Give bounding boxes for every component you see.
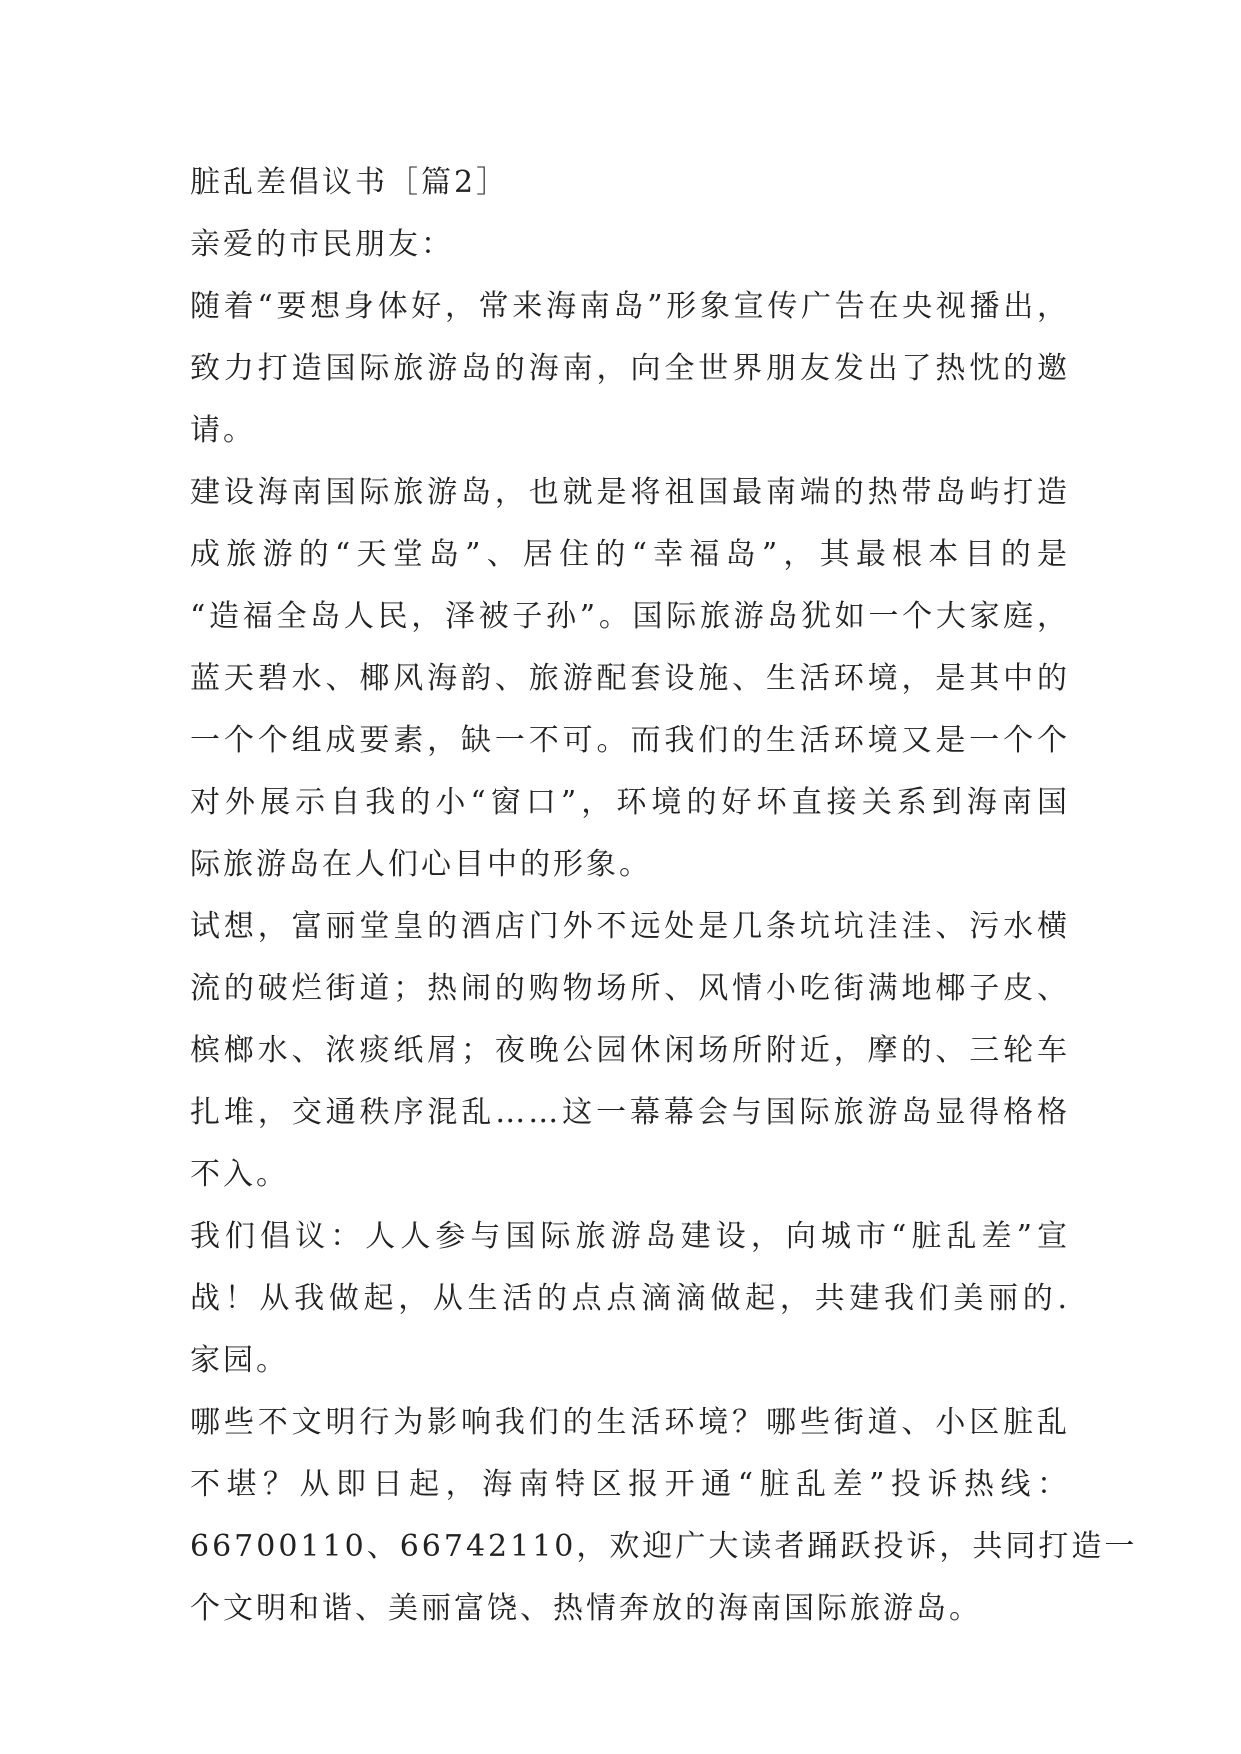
paragraph-line: 建设海南国际旅游岛，也就是将祖国最南端的热带岛屿打造 bbox=[190, 475, 1070, 510]
document-title: 脏乱差倡议书［篇2］ bbox=[190, 165, 510, 200]
paragraph-5 bbox=[190, 1392, 1138, 1640]
paragraph-line: 家园。 bbox=[190, 1343, 289, 1378]
paragraph-line: 成旅游的“天堂岛”、居住的“幸福岛”，其最根本目的是 bbox=[190, 537, 1070, 572]
salutation: 亲爱的市民朋友： bbox=[190, 227, 454, 262]
paragraph-1 bbox=[190, 276, 1070, 462]
paragraph-line: 一个个组成要素，缺一不可。而我们的生活环境又是一个个 bbox=[190, 723, 1070, 758]
paragraph-line: 请。 bbox=[190, 413, 256, 448]
paragraph-line: 对外展示自我的小“窗口”，环境的好坏直接关系到海南国 bbox=[190, 785, 1070, 820]
paragraph-line: 我们倡议：人人参与国际旅游岛建设，向城市“脏乱差”宣 bbox=[190, 1219, 1070, 1254]
paragraph-4 bbox=[190, 1206, 1070, 1392]
paragraph-line: 际旅游岛在人们心目中的形象。 bbox=[190, 847, 652, 882]
paragraph-3 bbox=[190, 896, 1070, 1206]
paragraph-line: 66700110、66742110，欢迎广大读者踊跃投诉，共同打造一 bbox=[190, 1529, 1138, 1564]
paragraph-line: “造福全岛人民，泽被子孙”。国际旅游岛犹如一个大家庭， bbox=[190, 599, 1070, 634]
paragraph-line: 不入。 bbox=[190, 1157, 289, 1192]
paragraph-line: 槟榔水、浓痰纸屑；夜晚公园休闲场所附近，摩的、三轮车 bbox=[190, 1033, 1070, 1068]
paragraph-line: 蓝天碧水、椰风海韵、旅游配套设施、生活环境，是其中的 bbox=[190, 661, 1070, 696]
paragraph-line: 个文明和谐、美丽富饶、热情奔放的海南国际旅游岛。 bbox=[190, 1591, 982, 1626]
paragraph-line: 哪些不文明行为影响我们的生活环境？哪些街道、小区脏乱 bbox=[190, 1405, 1070, 1440]
paragraph-line: 不堪？从即日起，海南特区报开通“脏乱差”投诉热线： bbox=[190, 1467, 1070, 1502]
paragraph-line: 致力打造国际旅游岛的海南，向全世界朋友发出了热忱的邀 bbox=[190, 351, 1070, 386]
paragraph-line: 扎堆，交通秩序混乱……这一幕幕会与国际旅游岛显得格格 bbox=[190, 1095, 1070, 1130]
paragraph-2 bbox=[190, 462, 1070, 896]
paragraph-line: 战！从我做起，从生活的点点滴滴做起，共建我们美丽的. bbox=[190, 1281, 1070, 1316]
paragraph-line: 试想，富丽堂皇的酒店门外不远处是几条坑坑洼洼、污水横 bbox=[190, 909, 1070, 944]
document-body bbox=[190, 152, 1138, 1640]
paragraph-line: 随着“要想身体好，常来海南岛”形象宣传广告在央视播出， bbox=[190, 289, 1070, 324]
paragraph-line: 流的破烂街道；热闹的购物场所、风情小吃街满地椰子皮、 bbox=[190, 971, 1070, 1006]
